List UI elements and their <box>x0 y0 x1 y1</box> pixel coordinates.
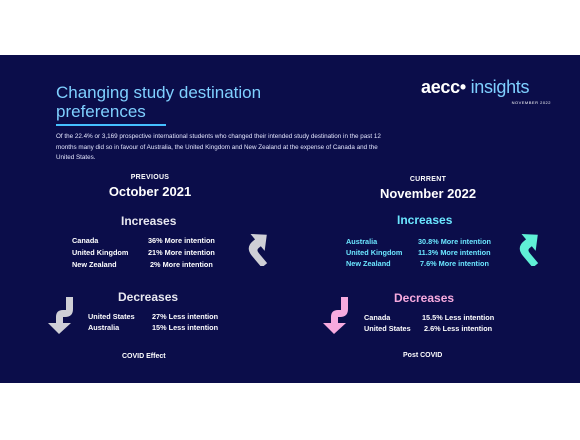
logo-main: aecc <box>421 77 460 97</box>
arrow-up-icon <box>514 226 544 266</box>
current-decrease-row <box>364 313 494 322</box>
previous-date: October 2021 <box>108 184 192 199</box>
current-increase-row <box>346 237 491 246</box>
country: Australia <box>88 323 120 332</box>
country: United Kingdom <box>346 248 403 257</box>
arrow-down-icon <box>322 295 352 335</box>
logo-text <box>421 77 551 98</box>
previous-decreases-title: Decreases <box>118 290 179 304</box>
page-title: Changing study destination preferences <box>56 83 262 121</box>
previous-increase-row <box>72 260 213 269</box>
previous-increase-row <box>72 236 215 245</box>
value: 15.5% Less intention <box>422 313 495 322</box>
previous-increase-row <box>72 248 215 257</box>
current-header <box>363 176 493 201</box>
value: 30.8% More intention <box>418 237 491 246</box>
country: United States <box>88 312 135 321</box>
title-underline <box>56 124 166 126</box>
brand-logo <box>421 77 551 107</box>
previous-label: PREVIOUS <box>130 174 170 181</box>
country: United Kingdom <box>72 248 129 257</box>
country: New Zealand <box>346 259 391 268</box>
arrow-up-icon <box>243 226 273 266</box>
current-decrease-row <box>364 324 492 333</box>
value: 11.3% More intention <box>418 248 491 257</box>
intro-text: Of the 22.4% or 3,169 prospective international students who changed their intended study destination in the past 12 months many did so in favour of Australia, the United Kingdom and New Zealand at the expense of Canada and the United States. <box>56 133 381 161</box>
country: Australia <box>346 237 378 246</box>
value: 2% More intention <box>150 260 213 269</box>
slide <box>0 55 580 383</box>
value: 21% More intention <box>148 248 215 257</box>
previous-note: COVID Effect <box>122 353 166 360</box>
country: United States <box>364 324 411 333</box>
logo-subtitle: NOVEMBER 2022 <box>511 100 551 105</box>
current-note: Post COVID <box>403 352 443 359</box>
current-increase-row <box>346 248 491 257</box>
value: 15% Less intention <box>152 323 219 332</box>
arrow-down-icon <box>47 295 77 335</box>
current-increase-row <box>346 259 489 268</box>
current-label: CURRENT <box>409 176 447 183</box>
logo-accent: insights <box>470 77 530 97</box>
country: New Zealand <box>72 260 117 269</box>
previous-increases-title: Increases <box>121 214 177 228</box>
logo-dot: • <box>459 77 466 97</box>
value: 36% More intention <box>148 236 215 245</box>
current-increases-title: Increases <box>397 213 453 227</box>
value: 2.6% Less intention <box>424 324 493 333</box>
previous-decrease-row <box>88 312 218 321</box>
current-decreases-title: Decreases <box>394 291 455 305</box>
value: 27% Less intention <box>152 312 219 321</box>
country: Canada <box>364 313 391 322</box>
previous-header <box>85 174 215 199</box>
previous-decrease-row <box>88 323 218 332</box>
value: 7.6% More intention <box>420 259 489 268</box>
country: Canada <box>72 236 99 245</box>
current-date: November 2022 <box>379 186 477 201</box>
